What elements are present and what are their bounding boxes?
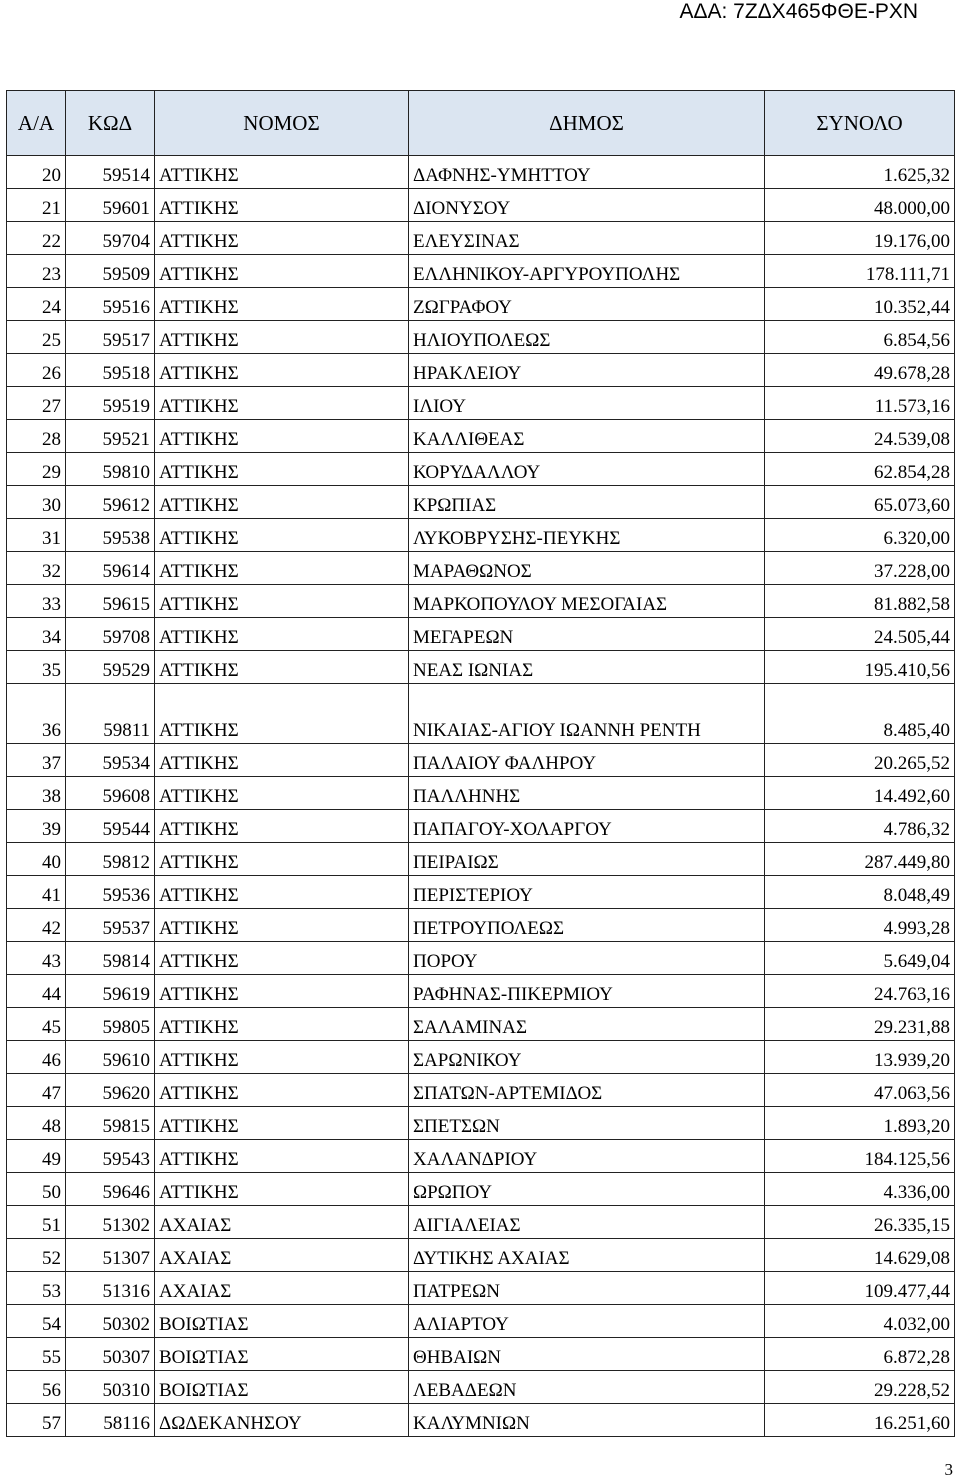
table-row	[7, 1173, 955, 1206]
table-row	[7, 1272, 955, 1305]
row-aa: 27	[7, 387, 66, 420]
row-code: 59610	[66, 1041, 155, 1074]
row-code: 59815	[66, 1107, 155, 1140]
row-aa: 24	[7, 288, 66, 321]
row-dimos: ΠΕΡΙΣΤΕΡΙΟΥ	[409, 876, 765, 909]
row-total: 49.678,28	[765, 354, 955, 387]
row-total: 29.228,52	[765, 1371, 955, 1404]
row-dimos: ΙΛΙΟΥ	[409, 387, 765, 420]
row-nomos: ΑΤΤΙΚΗΣ	[155, 156, 409, 189]
row-dimos: ΕΛΕΥΣΙΝΑΣ	[409, 222, 765, 255]
row-aa: 53	[7, 1272, 66, 1305]
row-nomos: ΑΤΤΙΚΗΣ	[155, 255, 409, 288]
row-aa: 30	[7, 486, 66, 519]
row-dimos: ΔΑΦΝΗΣ-ΥΜΗΤΤΟΥ	[409, 156, 765, 189]
row-code: 50310	[66, 1371, 155, 1404]
row-dimos: ΔΙΟΝΥΣΟΥ	[409, 189, 765, 222]
row-total: 11.573,16	[765, 387, 955, 420]
row-aa: 38	[7, 777, 66, 810]
row-code: 59612	[66, 486, 155, 519]
row-code: 59529	[66, 651, 155, 684]
row-code: 59615	[66, 585, 155, 618]
row-total: 6.854,56	[765, 321, 955, 354]
row-nomos: ΑΤΤΙΚΗΣ	[155, 552, 409, 585]
row-dimos: ΚΡΩΠΙΑΣ	[409, 486, 765, 519]
row-aa: 57	[7, 1404, 66, 1437]
table-body	[7, 156, 955, 1437]
row-aa: 33	[7, 585, 66, 618]
table-row	[7, 486, 955, 519]
column-header-aa: Α/Α	[7, 91, 66, 156]
row-nomos: ΑΤΤΙΚΗΣ	[155, 651, 409, 684]
row-nomos: ΑΤΤΙΚΗΣ	[155, 321, 409, 354]
row-aa: 50	[7, 1173, 66, 1206]
row-dimos: ΝΙΚΑΙΑΣ-ΑΓΙΟΥ ΙΩΑΝΝΗ ΡΕΝΤΗ	[409, 684, 765, 744]
row-total: 14.629,08	[765, 1239, 955, 1272]
row-dimos: ΠΑΤΡΕΩΝ	[409, 1272, 765, 1305]
row-total: 24.539,08	[765, 420, 955, 453]
row-aa: 41	[7, 876, 66, 909]
table-row	[7, 1404, 955, 1437]
row-aa: 47	[7, 1074, 66, 1107]
row-dimos: ΩΡΩΠΟΥ	[409, 1173, 765, 1206]
row-nomos: ΑΤΤΙΚΗΣ	[155, 585, 409, 618]
table-row	[7, 843, 955, 876]
row-nomos: ΑΤΤΙΚΗΣ	[155, 618, 409, 651]
row-aa: 37	[7, 744, 66, 777]
row-code: 59704	[66, 222, 155, 255]
row-dimos: ΖΩΓΡΑΦΟΥ	[409, 288, 765, 321]
row-dimos: ΠΕΤΡΟΥΠΟΛΕΩΣ	[409, 909, 765, 942]
municipality-table	[6, 90, 955, 1437]
table-row	[7, 777, 955, 810]
table-row	[7, 942, 955, 975]
row-nomos: ΑΤΤΙΚΗΣ	[155, 975, 409, 1008]
row-dimos: ΛΥΚΟΒΡΥΣΗΣ-ΠΕΥΚΗΣ	[409, 519, 765, 552]
row-code: 50302	[66, 1305, 155, 1338]
table-row	[7, 552, 955, 585]
row-code: 59814	[66, 942, 155, 975]
row-aa: 21	[7, 189, 66, 222]
row-code: 59538	[66, 519, 155, 552]
column-header-total: ΣΥΝΟΛΟ	[765, 91, 955, 156]
table-row	[7, 222, 955, 255]
row-total: 6.872,28	[765, 1338, 955, 1371]
row-total: 4.786,32	[765, 810, 955, 843]
row-total: 48.000,00	[765, 189, 955, 222]
row-aa: 48	[7, 1107, 66, 1140]
row-aa: 52	[7, 1239, 66, 1272]
table-row	[7, 1338, 955, 1371]
row-total: 14.492,60	[765, 777, 955, 810]
table-row	[7, 420, 955, 453]
row-aa: 32	[7, 552, 66, 585]
row-code: 59514	[66, 156, 155, 189]
row-nomos: ΑΤΤΙΚΗΣ	[155, 420, 409, 453]
row-nomos: ΑΧΑΙΑΣ	[155, 1206, 409, 1239]
page-number: 3	[944, 1460, 953, 1479]
row-total: 6.320,00	[765, 519, 955, 552]
row-total: 287.449,80	[765, 843, 955, 876]
row-code: 59544	[66, 810, 155, 843]
row-nomos: ΑΤΤΙΚΗΣ	[155, 1173, 409, 1206]
row-nomos: ΑΤΤΙΚΗΣ	[155, 1140, 409, 1173]
table-row	[7, 651, 955, 684]
row-code: 59517	[66, 321, 155, 354]
row-aa: 26	[7, 354, 66, 387]
table-row	[7, 1074, 955, 1107]
row-nomos: ΑΤΤΙΚΗΣ	[155, 519, 409, 552]
row-total: 10.352,44	[765, 288, 955, 321]
row-nomos: ΑΤΤΙΚΗΣ	[155, 1008, 409, 1041]
row-total: 5.649,04	[765, 942, 955, 975]
row-dimos: ΜΑΡΑΘΩΝΟΣ	[409, 552, 765, 585]
row-dimos: ΣΠΑΤΩΝ-ΑΡΤΕΜΙΔΟΣ	[409, 1074, 765, 1107]
row-code: 51302	[66, 1206, 155, 1239]
row-code: 59516	[66, 288, 155, 321]
table-row	[7, 1140, 955, 1173]
row-code: 51316	[66, 1272, 155, 1305]
row-nomos: ΑΤΤΙΚΗΣ	[155, 189, 409, 222]
table-row	[7, 255, 955, 288]
row-code: 59601	[66, 189, 155, 222]
row-dimos: ΧΑΛΑΝΔΡΙΟΥ	[409, 1140, 765, 1173]
row-nomos: ΑΤΤΙΚΗΣ	[155, 1107, 409, 1140]
row-total: 47.063,56	[765, 1074, 955, 1107]
row-nomos: ΑΤΤΙΚΗΣ	[155, 1074, 409, 1107]
row-aa: 28	[7, 420, 66, 453]
table-row	[7, 1008, 955, 1041]
table-row	[7, 453, 955, 486]
row-total: 62.854,28	[765, 453, 955, 486]
row-dimos: ΠΑΛΛΗΝΗΣ	[409, 777, 765, 810]
row-code: 59537	[66, 909, 155, 942]
row-nomos: ΔΩΔΕΚΑΝΗΣΟΥ	[155, 1404, 409, 1437]
row-code: 59518	[66, 354, 155, 387]
table-row	[7, 387, 955, 420]
column-header-code: ΚΩΔ	[66, 91, 155, 156]
row-dimos: ΣΠΕΤΣΩΝ	[409, 1107, 765, 1140]
table-row	[7, 1371, 955, 1404]
row-dimos: ΚΟΡΥΔΑΛΛΟΥ	[409, 453, 765, 486]
row-dimos: ΗΡΑΚΛΕΙΟΥ	[409, 354, 765, 387]
row-nomos: ΑΤΤΙΚΗΣ	[155, 486, 409, 519]
table-row	[7, 744, 955, 777]
column-header-dimos: ΔΗΜΟΣ	[409, 91, 765, 156]
row-code: 51307	[66, 1239, 155, 1272]
row-code: 58116	[66, 1404, 155, 1437]
table-row	[7, 810, 955, 843]
row-total: 178.111,71	[765, 255, 955, 288]
table-row	[7, 519, 955, 552]
row-aa: 29	[7, 453, 66, 486]
row-code: 59536	[66, 876, 155, 909]
row-aa: 34	[7, 618, 66, 651]
row-code: 59810	[66, 453, 155, 486]
row-nomos: ΑΤΤΙΚΗΣ	[155, 222, 409, 255]
row-total: 26.335,15	[765, 1206, 955, 1239]
row-aa: 36	[7, 684, 66, 744]
row-dimos: ΑΙΓΙΑΛΕΙΑΣ	[409, 1206, 765, 1239]
row-dimos: ΡΑΦΗΝΑΣ-ΠΙΚΕΡΜΙΟΥ	[409, 975, 765, 1008]
row-code: 59619	[66, 975, 155, 1008]
row-aa: 54	[7, 1305, 66, 1338]
row-total: 24.505,44	[765, 618, 955, 651]
table-row	[7, 321, 955, 354]
row-nomos: ΑΤΤΙΚΗΣ	[155, 777, 409, 810]
row-aa: 39	[7, 810, 66, 843]
table-row	[7, 156, 955, 189]
row-dimos: ΕΛΛΗΝΙΚΟΥ-ΑΡΓΥΡΟΥΠΟΛΗΣ	[409, 255, 765, 288]
row-dimos: ΔΥΤΙΚΗΣ ΑΧΑΙΑΣ	[409, 1239, 765, 1272]
row-nomos: ΑΧΑΙΑΣ	[155, 1239, 409, 1272]
row-nomos: ΑΤΤΙΚΗΣ	[155, 909, 409, 942]
row-total: 16.251,60	[765, 1404, 955, 1437]
row-dimos: ΚΑΛΥΜΝΙΩΝ	[409, 1404, 765, 1437]
table-row	[7, 288, 955, 321]
row-code: 59608	[66, 777, 155, 810]
row-total: 37.228,00	[765, 552, 955, 585]
row-total: 184.125,56	[765, 1140, 955, 1173]
row-aa: 51	[7, 1206, 66, 1239]
row-total: 24.763,16	[765, 975, 955, 1008]
row-total: 29.231,88	[765, 1008, 955, 1041]
table-row	[7, 1107, 955, 1140]
row-dimos: ΘΗΒΑΙΩΝ	[409, 1338, 765, 1371]
row-nomos: ΑΤΤΙΚΗΣ	[155, 876, 409, 909]
row-dimos: ΗΛΙΟΥΠΟΛΕΩΣ	[409, 321, 765, 354]
row-nomos: ΑΤΤΙΚΗΣ	[155, 354, 409, 387]
row-total: 65.073,60	[765, 486, 955, 519]
row-total: 8.485,40	[765, 684, 955, 744]
row-code: 59708	[66, 618, 155, 651]
row-dimos: ΜΑΡΚΟΠΟΥΛΟΥ ΜΕΣΟΓΑΙΑΣ	[409, 585, 765, 618]
row-aa: 42	[7, 909, 66, 942]
table-row	[7, 585, 955, 618]
row-total: 4.032,00	[765, 1305, 955, 1338]
table-row	[7, 876, 955, 909]
row-nomos: ΑΤΤΙΚΗΣ	[155, 387, 409, 420]
row-aa: 56	[7, 1371, 66, 1404]
row-nomos: ΑΤΤΙΚΗΣ	[155, 453, 409, 486]
row-nomos: ΑΧΑΙΑΣ	[155, 1272, 409, 1305]
column-header-nomos: ΝΟΜΟΣ	[155, 91, 409, 156]
row-dimos: ΚΑΛΛΙΘΕΑΣ	[409, 420, 765, 453]
row-dimos: ΛΕΒΑΔΕΩΝ	[409, 1371, 765, 1404]
table-row	[7, 618, 955, 651]
row-dimos: ΠΑΛΑΙΟΥ ΦΑΛΗΡΟΥ	[409, 744, 765, 777]
row-aa: 23	[7, 255, 66, 288]
row-aa: 49	[7, 1140, 66, 1173]
table-row	[7, 1305, 955, 1338]
row-code: 59646	[66, 1173, 155, 1206]
row-nomos: ΑΤΤΙΚΗΣ	[155, 744, 409, 777]
row-nomos: ΑΤΤΙΚΗΣ	[155, 942, 409, 975]
table-row	[7, 1206, 955, 1239]
table-row	[7, 909, 955, 942]
row-code: 59812	[66, 843, 155, 876]
row-aa: 45	[7, 1008, 66, 1041]
row-code: 59811	[66, 684, 155, 744]
table-header-row	[7, 91, 955, 156]
row-dimos: ΠΟΡΟΥ	[409, 942, 765, 975]
row-total: 19.176,00	[765, 222, 955, 255]
row-nomos: ΑΤΤΙΚΗΣ	[155, 684, 409, 744]
table-row	[7, 354, 955, 387]
row-aa: 43	[7, 942, 66, 975]
row-aa: 46	[7, 1041, 66, 1074]
row-nomos: ΒΟΙΩΤΙΑΣ	[155, 1371, 409, 1404]
row-code: 59534	[66, 744, 155, 777]
row-aa: 40	[7, 843, 66, 876]
row-total: 4.336,00	[765, 1173, 955, 1206]
row-total: 13.939,20	[765, 1041, 955, 1074]
row-aa: 35	[7, 651, 66, 684]
row-total: 8.048,49	[765, 876, 955, 909]
row-dimos: ΝΕΑΣ ΙΩΝΙΑΣ	[409, 651, 765, 684]
table-row	[7, 189, 955, 222]
row-aa: 55	[7, 1338, 66, 1371]
row-dimos: ΜΕΓΑΡΕΩΝ	[409, 618, 765, 651]
row-nomos: ΑΤΤΙΚΗΣ	[155, 810, 409, 843]
table-row	[7, 684, 955, 744]
row-dimos: ΣΑΛΑΜΙΝΑΣ	[409, 1008, 765, 1041]
row-total: 81.882,58	[765, 585, 955, 618]
table-row	[7, 975, 955, 1008]
ada-code: ΑΔΑ: 7ΖΔΧ465ΦΘΕ-ΡΧΝ	[679, 0, 918, 23]
row-total: 4.993,28	[765, 909, 955, 942]
row-dimos: ΠΑΠΑΓΟΥ-ΧΟΛΑΡΓΟΥ	[409, 810, 765, 843]
row-nomos: ΑΤΤΙΚΗΣ	[155, 1041, 409, 1074]
row-code: 50307	[66, 1338, 155, 1371]
row-nomos: ΑΤΤΙΚΗΣ	[155, 288, 409, 321]
row-total: 1.893,20	[765, 1107, 955, 1140]
row-nomos: ΑΤΤΙΚΗΣ	[155, 843, 409, 876]
table-row	[7, 1239, 955, 1272]
row-aa: 31	[7, 519, 66, 552]
row-code: 59519	[66, 387, 155, 420]
row-code: 59509	[66, 255, 155, 288]
row-total: 109.477,44	[765, 1272, 955, 1305]
row-aa: 20	[7, 156, 66, 189]
table-row	[7, 1041, 955, 1074]
row-dimos: ΑΛΙΑΡΤΟΥ	[409, 1305, 765, 1338]
row-aa: 25	[7, 321, 66, 354]
row-code: 59521	[66, 420, 155, 453]
row-code: 59614	[66, 552, 155, 585]
row-aa: 44	[7, 975, 66, 1008]
row-nomos: ΒΟΙΩΤΙΑΣ	[155, 1338, 409, 1371]
row-aa: 22	[7, 222, 66, 255]
row-total: 1.625,32	[765, 156, 955, 189]
row-dimos: ΣΑΡΩΝΙΚΟΥ	[409, 1041, 765, 1074]
row-total: 195.410,56	[765, 651, 955, 684]
row-code: 59543	[66, 1140, 155, 1173]
row-code: 59805	[66, 1008, 155, 1041]
row-nomos: ΒΟΙΩΤΙΑΣ	[155, 1305, 409, 1338]
row-dimos: ΠΕΙΡΑΙΩΣ	[409, 843, 765, 876]
row-code: 59620	[66, 1074, 155, 1107]
row-total: 20.265,52	[765, 744, 955, 777]
